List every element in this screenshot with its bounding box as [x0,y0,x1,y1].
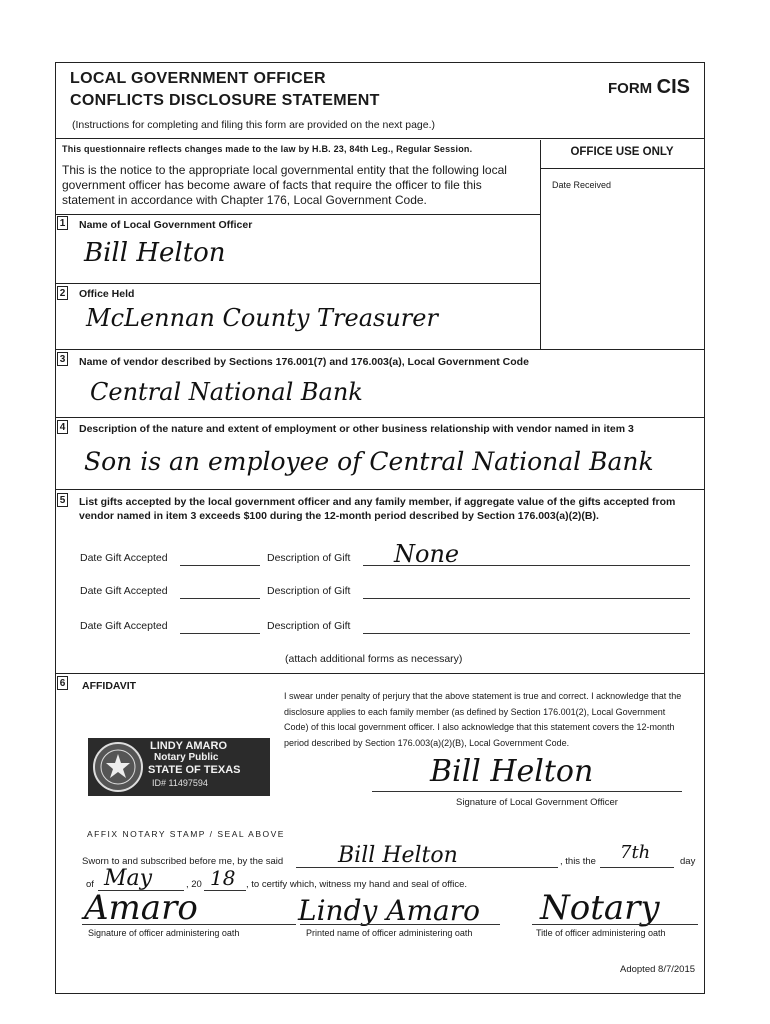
admin-signature-line [82,924,296,925]
certify-text: , to certify which, witness my hand and seal of office. [246,879,468,890]
form-title-line1: LOCAL GOVERNMENT OFFICER [70,70,326,87]
stamp-id: ID# 11497594 [152,778,208,788]
gift-date-line-1 [180,565,260,566]
vendor-name-value: Central National Bank [90,378,363,406]
office-held-label: Office Held [79,288,135,300]
gift-desc-label-1: Description of Gift [267,552,351,564]
administering-officer-printed-name: Lindy Amaro [298,894,480,927]
relationship-label: Description of the nature and extent of employment or other business relationship with vendor named in item 3 [79,423,634,435]
admin-signature-caption: Signature of officer administering oath [88,928,240,938]
item-number-6: 6 [57,676,68,690]
gift-desc-line-3 [363,633,690,634]
admin-name-line [300,924,500,925]
vendor-name-label: Name of vendor described by Sections 176.001(7) and 176.003(a), Local Government Code [79,356,529,368]
gifts-label: List gifts accepted by the local government officer and any family member, if aggregate value of the gifts accepted from vendor named in item 3 exceeds $100 during the 12-month period described by Section 176.003(a)(2)(B). [79,496,676,522]
office-held-value: McLennan County Treasurer [86,304,438,332]
instructions: (Instructions for completing and filing this form are provided on the next page.) [72,119,436,131]
stamp-state: STATE OF TEXAS [148,764,241,776]
item-number-5: 5 [57,493,68,507]
admin-title-caption: Title of officer administering oath [536,928,666,938]
office-use-heading: OFFICE USE ONLY [570,146,674,158]
officer-name-label: Name of Local Government Officer [79,219,253,231]
this-the-label: , this the [560,856,596,867]
form-title-line2: CONFLICTS DISCLOSURE STATEMENT [70,92,380,109]
officer-signature: Bill Helton [430,754,594,789]
day-label: day [680,856,696,867]
attach-note: (attach additional forms as necessary) [285,653,463,665]
notice-text: This is the notice to the appropriate local governmental entity that the following local government officer has become aware of facts that require the officer to file this statement in accordance with Chapter 176, Local Government Code. [62,163,507,207]
affidavit-oath: I swear under penalty of perjury that the above statement is true and correct. I acknowledge that the disclosure applies to each family member (as defined by Section 176.001(2), Local Government Code) of this local government officer. I also acknowledge that this statement covers the 12-month period described by Section 176.003(a)(2)(B), Local Government Code. [284,691,682,748]
gift-date-label-1: Date Gift Accepted [80,552,168,564]
notary-stamp [88,738,270,796]
admin-name-caption: Printed name of officer administering oath [306,928,473,938]
month-value: May [104,866,153,891]
gift-date-line-3 [180,633,260,634]
affix-stamp-label: AFFIX NOTARY STAMP / SEAL ABOVE [87,829,285,839]
form-code: CIS [656,76,690,98]
item-number-1: 1 [57,216,68,230]
year-prefix: , 20 [186,879,202,890]
administering-officer-title: Notary [540,888,660,928]
administering-officer-signature: Amaro [84,888,198,928]
gift-desc-label-2: Description of Gift [267,585,351,597]
sworn-text: Sworn to and subscribed before me, by the said [82,856,284,867]
gift-desc-line-2 [363,598,690,599]
form-prefix: FORM [608,80,653,97]
year-value: 18 [210,866,236,890]
admin-title-line [532,924,698,925]
item-number-4: 4 [57,420,68,434]
stamp-title: Notary Public [154,752,219,763]
day-value: 7th [620,842,651,863]
gift-date-label-2: Date Gift Accepted [80,585,168,597]
signature-caption: Signature of Local Government Officer [456,797,618,808]
relationship-value: Son is an employee of Central National Bank [84,447,654,476]
gift-desc-value-1: None [394,540,460,568]
stamp-name: LINDY AMARO [150,740,227,752]
gift-date-line-2 [180,598,260,599]
of-label: of [86,879,94,890]
gift-desc-label-3: Description of Gift [267,620,351,632]
law-changes-note: This questionnaire reflects changes made to the law by H.B. 23, 84th Leg., Regular Session. [62,144,473,154]
day-line [600,867,674,868]
form-label [608,76,690,99]
year-line [204,890,246,891]
gift-date-label-3: Date Gift Accepted [80,620,168,632]
date-received-label: Date Received [552,180,612,190]
sworn-name-value: Bill Helton [338,843,458,868]
item-number-2: 2 [57,286,68,300]
item-number-3: 3 [57,352,68,366]
adopted-date: Adopted 8/7/2015 [620,964,696,975]
officer-name-value: Bill Helton [84,238,226,268]
officer-signature-line [372,791,682,792]
affidavit-label: AFFIDAVIT [82,680,137,692]
